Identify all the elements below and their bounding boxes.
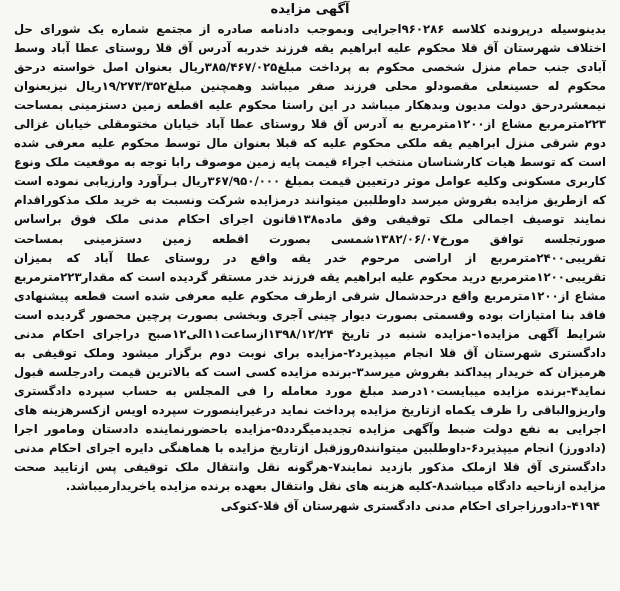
- notice-body: بدینوسیله درپرونده کلاسه ۹۶۰۲۸۶اجرایی وبموجب دادنامه صادره از مجتمع شماره یک شورای حل اختلاف شهرستان آق قلا محکوم علیه ابراهیم یقه فرزند خدربه آدرس آق قلا روستای عطا آباد وسط آبادی جنب حمام منزل شخصی محکوم به پرداخت مبلغ۳۸۵/۴۶۷/۰۲۵ریال بعنوان اصل خواسته درحق محکوم له حسینعلی مقصودلو محلی فرزند صفر میباشد وهمچنین مبلغ۱۹/۲۷۳/۳۵۲ریال نیزبعنوان نیمعشردرحق دولت مدیون وبدهکار میباشد در این راستا محکوم علیه اقطعه زمین دستزمینی بمساحت ۲۲۳مترمربع مشاع از۱۲۰۰مترمربع به آدرس آق قلا روستای عطا آباد خیابان مختومقلی خیابان غزالی دوم شرقی منزل ابراهیم یقه ملکی محکوم علیه که قبلا بعنوان مال توسط محکوم علیه معرفی شده است که توسط هیات کارشناسان منتخب اجراء قیمت پایه زمین موصوف رابا توجه به موقعیت ملک ونوع کاربری مسکونی وکلیه عوامل موثر درتعیین قیمت بمبلغ ۳۶۷/۹۵۰/۰۰۰ریال بـرآورد وارزیابی نموده است که ازطریق مزایده بفروش میرسد داوطلبین میتوانند درمزایده شرکت ونسبت به خرید ملک مذکوراقدام نمایند توصیف اجمالی ملک توقیفی وفق ماده۱۳۸قانون اجرای احکام مدنی ملک فوق براساس صورتجلسه توافق مورخ۱۳۸۲/۰۶/۰۷شمسی بصورت اقطعه زمین دستزمینی بمساحت تقریبی۲۴۰۰مترمربع از اراضی مرحوم خدر یقه واقع در روستای عطا آباد که بمیزان تقریبی۱۲۰۰مترمربع درید محکوم علیه ابراهیم یقه فرزند خدر مستقر گردیده است که مقدار۲۲۳مترمربع مشاع از۱۲۰۰مترمربع واقع درحدشمال شرقی ازطرف محکوم علیه معرفی شده است قطعه پیشنهادی فاقد بنا امتیازات بوده وقسمتی بصورت دیوار چینی آجری وبخشی بصورت پرچین محصور گردیده است شرایط آگهی مزایده۱-مزایده شنبه در تاریخ ۱۳۹۸/۱۲/۲۴ازساعت۱۱الی۱۲صبح دراجرای احکام مدنی دادگستری شهرستان آق قلا انجام میپذیرد۲-مزایده برای نوبت دوم برگزار میشود وملک توقیفی به هرمیزان که خریدار پیداکند بفروش میرسد۳-برنده مزایده کسی است که بالاترین قیمت رادرجلسه قبول نماید۴-برنده مزایده میبایست۱۰درصد مبلغ مورد معامله را فی المجلس به حساب سپرده دادگستری واریزوالباقی را ظرف یکماه ازتاریخ مزایده پرداخت نماید درغیراینصورت سپرده اویس ازکسرهزینه های اجرایی به نفع دولت ضبط وآگهی مزایده تجدیدمیگردد۵-مزایده باحضورنماینده دادستان ومامور اجرا (دادورز) انجام میپذیرد۶-داوطلبین میتوانند۵روزقبل ازتاریخ مزایده با هماهنگی دایره اجرای احکام مدنی دادگستری آق قلا ازملک مذکور بازدید نمایند۷-هرگونه نقل وانتقال ملک توقیفی پس ازتایید صحت مزایده ازناحیه دادگاه میباشد۸-کلیه هزینه های نقل وانتقال بعهده برنده مزایده یاخریدارمیباشد.: [14, 22, 606, 494]
- notice-footer: ۴۱۹۴-دادورزاجرای احکام مدنی دادگستری شهرستان آق قلا-کتوکی: [220, 499, 600, 514]
- notice-title: آگهی مزایده: [270, 2, 350, 17]
